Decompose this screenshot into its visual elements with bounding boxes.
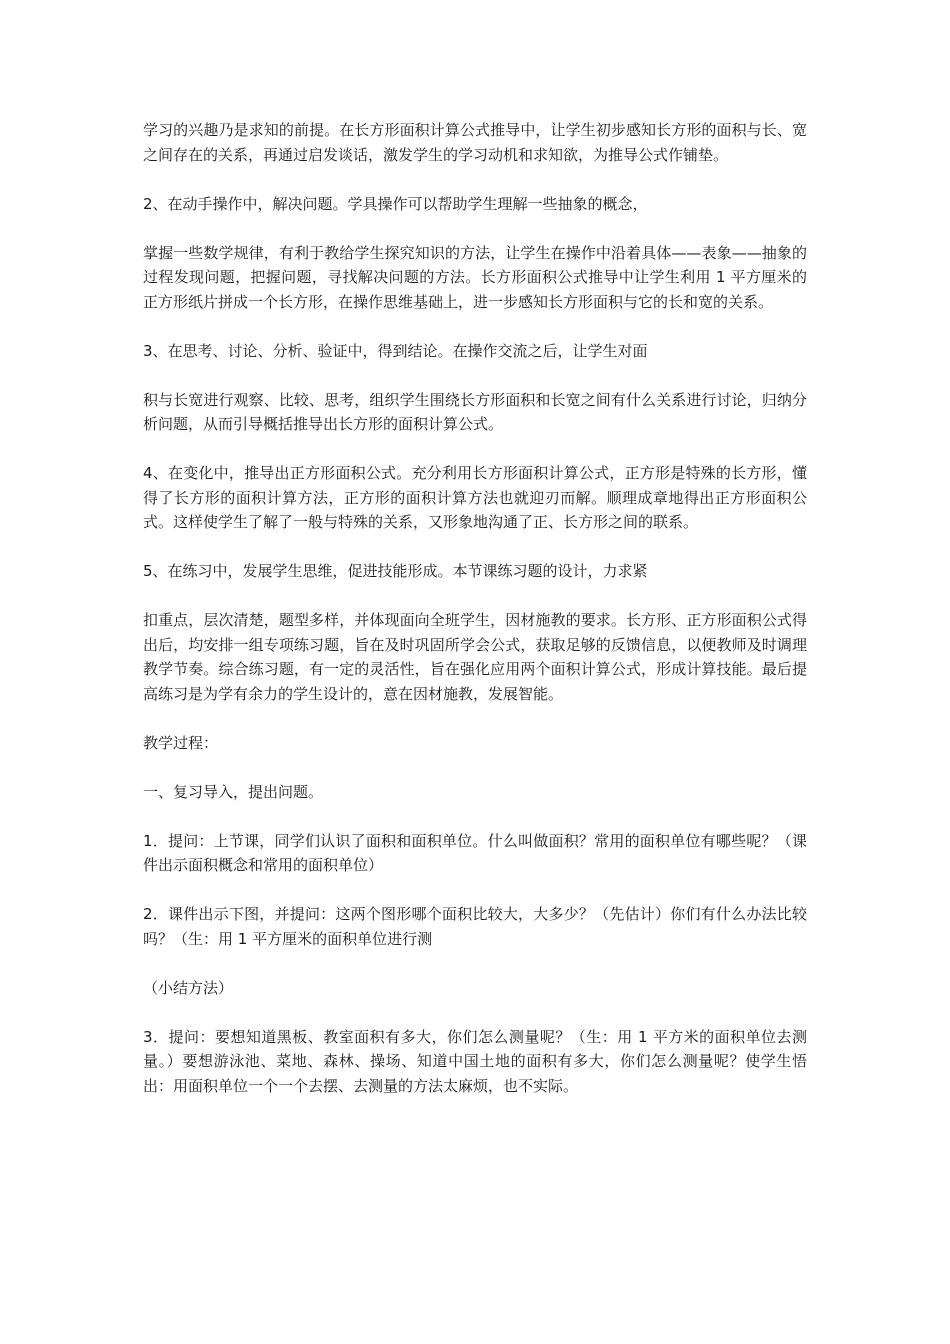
paragraph-point-5-body: 扣重点，层次清楚，题型多样，并体现面向全班学生，因材施教的要求。长方形、正方形面积公式得出后，均安排一组专项练习题，旨在及时巩固所学会公式，获取足够的反馈信息，以便教师及时调理教学节奏。综合练习题，有一定的灵活性，旨在强化应用两个面积计算公式，形成计算技能。最后提高练习是为学有余力的学生设计的，意在因材施教，发展智能。 [143,611,807,703]
paragraph-point-5-heading: 5、在练习中，发展学生思维，促进技能形成。本节课练习题的设计，力求紧 [143,562,648,580]
paragraph-step-3: 3．提问：要想知道黑板、教室面积有多大，你们怎么测量呢？（生：用 1 平方米的面积单位去测量。）要想游泳池、菜地、森林、操场、知道中国土地的面积有多大，你们怎么测量呢？使学生悟出：用面积单位一个一个去摆、去测量的方法太麻烦，也不实际。 [143,1027,807,1095]
section-heading-review: 一、复习导入，提出问题。 [143,782,324,801]
paragraph-summary-method: （小结方法） [143,978,234,997]
section-heading-teaching-process: 教学过程： [143,733,219,752]
paragraph-point-3-body: 积与长宽进行观察、比较、思考，组织学生围绕长方形面积和长宽之间有什么关系进行讨论，归纳分析问题，从而引导概括推导出长方形的面积计算公式。 [143,390,807,433]
paragraph-point-3-heading: 3、在思考、讨论、分析、验证中，得到结论。在操作交流之后，让学生对面 [143,341,648,360]
paragraph-intro-continued: 学习的兴趣乃是求知的前提。在长方形面积计算公式推导中，让学生初步感知长方形的面积与长、宽之间存在的关系，再通过启发谈话，激发学生的学习动机和求知欲，为推导公式作铺垫。 [143,121,807,164]
paragraph-point-4: 4、在变化中，推导出正方形面积公式。充分利用长方形面积计算公式，正方形是特殊的长方形，懂得了长方形的面积计算方法，正方形的面积计算方法也就迎刃而解。顺理成章地得出正方形面积公式。这样使学生了解了一般与特殊的关系，又形象地沟通了正、长方形之间的联系。 [143,464,807,531]
document-page [143,118,807,1123]
paragraph-point-2-heading: 2、在动手操作中，解决问题。学具操作可以帮助学生理解一些抽象的概念， [143,194,648,213]
paragraph-point-2-body: 掌握一些数学规律，有利于教给学生探究知识的方法，让学生在操作中沿着具体——表象——抽象的过程发现问题，把握问题，寻找解决问题的方法。长方形面积公式推导中让学生利用 1 平方厘米的正方形纸片拼成一个长方形，在操作思维基础上，进一步感知长方形面积与它的长和宽的关系。 [143,243,807,311]
paragraph-step-2: 2．课件出示下图，并提问：这两个图形哪个面积比较大，大多少？（先估计）你们有什么办法比较吗？（生：用 1 平方厘米的面积单位进行测 [143,905,807,948]
paragraph-step-1: 1．提问：上节课，同学们认识了面积和面积单位。什么叫做面积？常用的面积单位有哪些呢？（课件出示面积概念和常用的面积单位） [143,831,807,874]
